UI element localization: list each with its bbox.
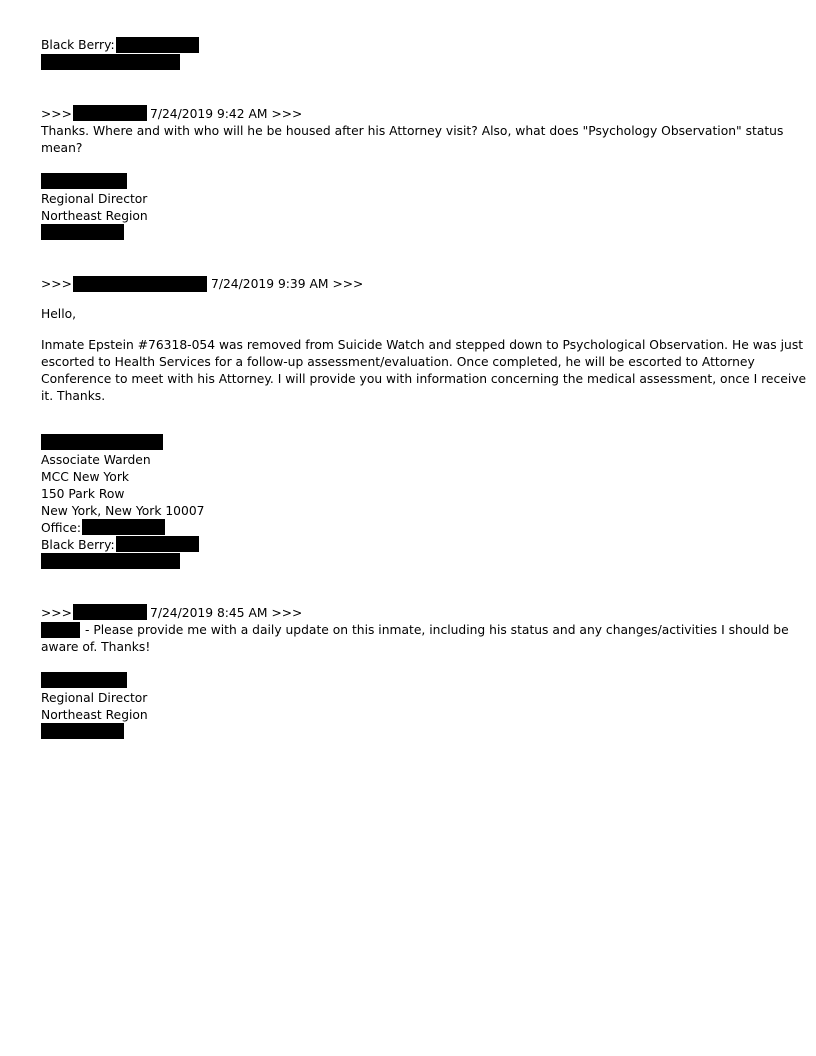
signature-title: Regional Director <box>41 691 148 705</box>
blackberry-label: Black Berry: <box>41 538 115 552</box>
redaction-box <box>82 519 165 535</box>
blackberry-label: Black Berry: <box>41 38 115 52</box>
redaction-box <box>41 54 180 70</box>
message-body-line: Inmate Epstein #76318-054 was removed from Suicide Watch and stepped down to Psychological Observation. He was just <box>41 338 804 352</box>
office-label: Office: <box>41 521 82 535</box>
redaction-box <box>41 672 127 688</box>
message-body-line: Conference to meet with his Attorney. I will provide you with information concerning the medical assessment, once I receive <box>41 372 807 386</box>
redaction-box <box>73 105 147 121</box>
signature-region: Northeast Region <box>41 209 148 223</box>
signature-title: Associate Warden <box>41 453 151 467</box>
redaction-box <box>41 622 80 638</box>
message-greeting: Hello, <box>41 307 77 321</box>
message-body-line: aware of. Thanks! <box>41 640 151 654</box>
message-header-datetime <box>150 106 302 123</box>
redaction-box <box>116 37 199 53</box>
signature-street: 150 Park Row <box>41 487 125 501</box>
message-body-line: mean? <box>41 141 83 155</box>
message-header-prefix: >>> <box>41 107 72 121</box>
message-body-line: - Please provide me with a daily update on this inmate, including his status and any changes/activities I should be <box>85 623 789 637</box>
redaction-box <box>116 536 199 552</box>
header-suffix: >>> <box>332 277 364 291</box>
signature-region: Northeast Region <box>41 708 148 722</box>
signature-title: Regional Director <box>41 192 148 206</box>
message-body-line: escorted to Health Services for a follow-up assessment/evaluation. Once completed, he will be escorted to Attorney <box>41 355 755 369</box>
redaction-box <box>41 723 124 739</box>
signature-org: MCC New York <box>41 470 129 484</box>
message-body-line: Thanks. Where and with who will he be housed after his Attorney visit? Also, what does "Psychology Observation" status <box>41 124 784 138</box>
redaction-box <box>41 173 127 189</box>
header-datetime: 7/24/2019 8:45 AM <box>150 606 268 620</box>
redaction-box <box>41 434 163 450</box>
header-suffix: >>> <box>271 107 303 121</box>
header-suffix: >>> <box>271 606 303 620</box>
header-datetime: 7/24/2019 9:39 AM <box>211 277 329 291</box>
message-body-line: it. Thanks. <box>41 389 106 403</box>
redaction-box <box>41 553 180 569</box>
redaction-box <box>41 224 124 240</box>
redaction-box <box>73 276 207 292</box>
message-header-prefix: >>> <box>41 606 72 620</box>
message-header-datetime <box>211 276 363 293</box>
message-header-prefix: >>> <box>41 277 72 291</box>
message-header-datetime <box>150 605 302 622</box>
redaction-box <box>73 604 147 620</box>
header-datetime: 7/24/2019 9:42 AM <box>150 107 268 121</box>
signature-city: New York, New York 10007 <box>41 504 205 518</box>
